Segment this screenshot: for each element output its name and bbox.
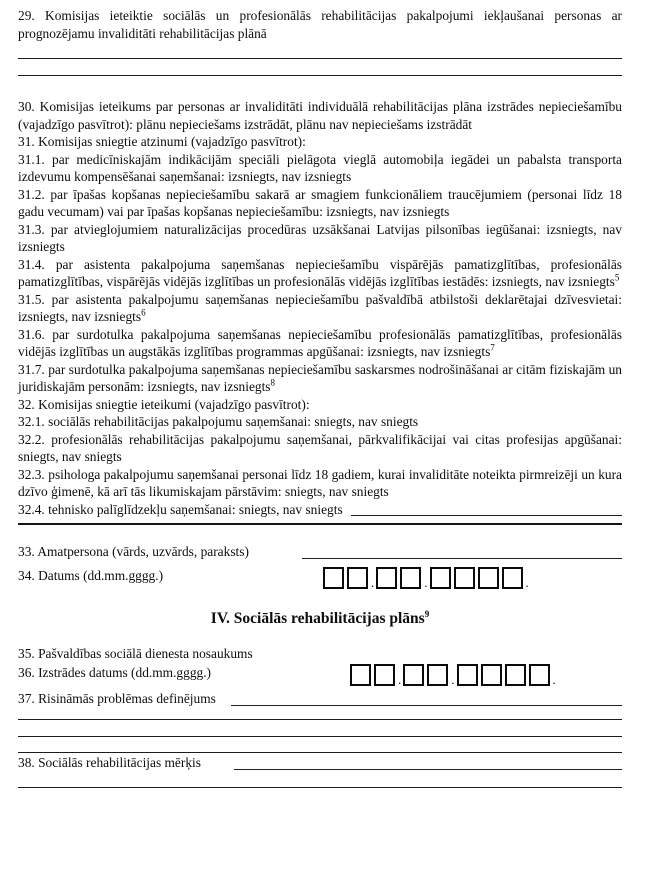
answer-line-37-cont-2[interactable] — [18, 720, 622, 737]
footnote-marker-9: 9 — [424, 608, 430, 619]
form-item-31-2-text: 31.2. par īpašas kopšanas nepieciešamību sakarā ar smagiem funkcionāliem traucējumiem (personai līdz 18 gadu vecumam) vai par īpašas kopšanas nepieciešamību: izsniegts, nav izsniegts — [18, 186, 622, 219]
form-item-31-5-text: 31.5. par asistenta pakalpojumu saņemšanas nepieciešamību pašvaldībā atbilstoši deklarētajai dzīvesvietai: izsniegts, nav izsniegts — [18, 291, 622, 324]
form-item-33 — [18, 543, 622, 561]
date-digit-box-day-2[interactable] — [374, 664, 395, 686]
date-digit-box-day-2[interactable] — [347, 567, 368, 589]
answer-line-33[interactable] — [302, 558, 622, 559]
form-item-36-label: 36. Izstrādes datums (dd.mm.gggg.) — [18, 665, 212, 680]
form-item-31-3 — [18, 221, 622, 256]
footnote-marker-8: 8 — [270, 377, 276, 388]
form-item-32-3 — [18, 466, 622, 501]
date-separator: . — [552, 672, 556, 687]
date-digit-box-year-1[interactable] — [430, 567, 451, 589]
spacer — [18, 76, 622, 98]
form-item-31-text: 31. Komisijas sniegtie atzinumi (vajadzīgo pasvītrot): — [18, 134, 306, 149]
date-digit-box-year-4[interactable] — [502, 567, 523, 589]
form-item-29 — [18, 7, 622, 42]
form-item-31 — [18, 133, 622, 151]
answer-line-32-4[interactable] — [351, 515, 622, 516]
form-item-32-4 — [18, 501, 622, 519]
date-input-36 — [350, 664, 558, 686]
date-digit-box-year-3[interactable] — [478, 567, 499, 589]
answer-line-37-cont-3[interactable] — [18, 737, 622, 753]
form-item-29-text: 29. Komisijas ieteiktie sociālās un profesionālās rehabilitācijas pakalpojumi iekļaušanai personas ar prognozējamu invaliditāti rehabilitācijas plānā — [18, 8, 622, 41]
form-item-37-label: 37. Risināmās problēmas definējums — [18, 691, 216, 706]
form-item-31-3-text: 31.3. par atvieglojumiem naturalizācijas procedūras uzsākšanai Latvijas pilsonības iegūšanai: izsniegts, nav izsniegts — [18, 221, 622, 254]
section-separator-rule — [18, 523, 622, 525]
form-item-31-6 — [18, 326, 622, 361]
form-item-32-text: 32. Komisijas sniegtie ieteikumi (vajadzīgo pasvītrot): — [18, 396, 310, 412]
answer-line-37[interactable] — [231, 705, 622, 706]
date-digit-box-year-3[interactable] — [505, 664, 526, 686]
form-item-31-6-text: 31.6. par surdotulka pakalpojuma saņemšanas nepieciešamību profesionālās pamatizglītības, profesionālās vidējās izglītības un augstākās izglītības programmas apgūšanai: izsniegts, nav izsniegts — [18, 326, 622, 359]
date-separator: . — [398, 672, 402, 687]
date-digit-box-month-2[interactable] — [427, 664, 448, 686]
form-item-30 — [18, 98, 622, 133]
date-digit-box-year-2[interactable] — [481, 664, 502, 686]
form-item-32-2-text: 32.2. profesionālās rehabilitācijas pakalpojumu saņemšanai, pārkvalifikācijai vai citas profesijas apgūšanai: sniegts, nav sniegts — [18, 431, 622, 464]
form-item-32-2 — [18, 431, 622, 466]
form-item-33-label: 33. Amatpersona (vārds, uzvārds, paraksts) — [18, 544, 249, 559]
date-digit-box-year-2[interactable] — [454, 567, 475, 589]
date-digit-box-month-1[interactable] — [403, 664, 424, 686]
footnote-marker-7: 7 — [490, 342, 495, 353]
form-item-32-3-text: 32.3. psihologa pakalpojumu saņemšanai personai līdz 18 gadiem, kurai invaliditāte noteikta pirmreizēji un kura dzīvo ģimenē, kā arī tās likumiskajam pārstāvim: sniegts, nav sniegts — [18, 466, 622, 499]
date-digit-box-day-1[interactable] — [323, 567, 344, 589]
date-digit-box-year-4[interactable] — [529, 664, 550, 686]
section-4-heading-text: IV. Sociālās rehabilitācijas plāns — [210, 609, 425, 627]
section-4-heading — [18, 609, 622, 629]
form-item-31-4-text: 31.4. par asistenta pakalpojuma saņemšanas nepieciešamību vispārējās pamatizglītības, profesionālās pamatizglītības, vispārējās vidējās izglītības un profesionālās vidējās izglītības iestādēs: izsniegts, nav izsniegts — [18, 256, 622, 289]
footnote-marker-5: 5 — [614, 272, 620, 283]
date-digit-box-day-1[interactable] — [350, 664, 371, 686]
footnote-marker-6: 6 — [141, 307, 146, 318]
date-digit-box-month-2[interactable] — [400, 567, 421, 589]
form-item-36 — [18, 664, 622, 690]
answer-line-29-2[interactable] — [18, 59, 622, 76]
form-item-31-7 — [18, 361, 622, 396]
answer-line-38-cont-1[interactable] — [18, 772, 622, 788]
date-input-34 — [323, 567, 531, 589]
form-item-32-1-text: 32.1. sociālās rehabilitācijas pakalpojumu saņemšanai: sniegts, nav sniegts — [18, 414, 419, 429]
form-item-31-5 — [18, 291, 622, 326]
form-item-34-label: 34. Datums (dd.mm.gggg.) — [18, 567, 164, 583]
form-item-31-1-text: 31.1. par medicīniskajām indikācijām speciāli pielāgota vieglā automobiļa iegādei un pabalsta transporta izdevumu kompensēšanai saņemšanai: izsniegts, nav izsniegts — [18, 151, 622, 184]
date-digit-box-year-1[interactable] — [457, 664, 478, 686]
form-item-31-2 — [18, 186, 622, 221]
form-item-31-7-text: 31.7. par surdotulka pakalpojuma saņemšanas nepieciešamību saskarsmes nodrošināšanai ar citām fiziskajām un juridiskajām personām: izsniegts, nav izsniegts — [18, 361, 622, 394]
form-item-31-1 — [18, 151, 622, 186]
date-digit-box-month-1[interactable] — [376, 567, 397, 589]
form-item-32-1 — [18, 413, 622, 431]
form-item-38 — [18, 754, 622, 772]
form-item-32-4-text: 32.4. tehnisko palīglīdzekļu saņemšanai: sniegts, nav sniegts — [18, 501, 343, 517]
date-separator: . — [451, 672, 455, 687]
answer-line-29-1[interactable] — [18, 42, 622, 59]
form-item-32 — [18, 396, 622, 414]
date-separator: . — [525, 574, 529, 590]
form-item-31-4 — [18, 256, 622, 291]
form-item-34 — [18, 567, 622, 593]
date-separator: . — [424, 574, 428, 590]
form-item-38-label: 38. Sociālās rehabilitācijas mērķis — [18, 755, 201, 770]
form-item-35-label: 35. Pašvaldības sociālā dienesta nosaukums — [18, 645, 253, 661]
answer-line-38[interactable] — [234, 769, 622, 770]
form-item-37 — [18, 690, 622, 708]
form-item-35 — [18, 645, 622, 663]
form-item-30-text: 30. Komisijas ieteikums par personas ar invaliditāti individuālā rehabilitācijas plāna izstrādes nepieciešamību (vajadzīgo pasvītrot): plānu nepieciešams izstrādāt, plānu nav nepieciešams izstrādāt — [18, 99, 622, 132]
date-separator: . — [371, 574, 375, 590]
answer-line-37-cont-1[interactable] — [18, 708, 622, 720]
